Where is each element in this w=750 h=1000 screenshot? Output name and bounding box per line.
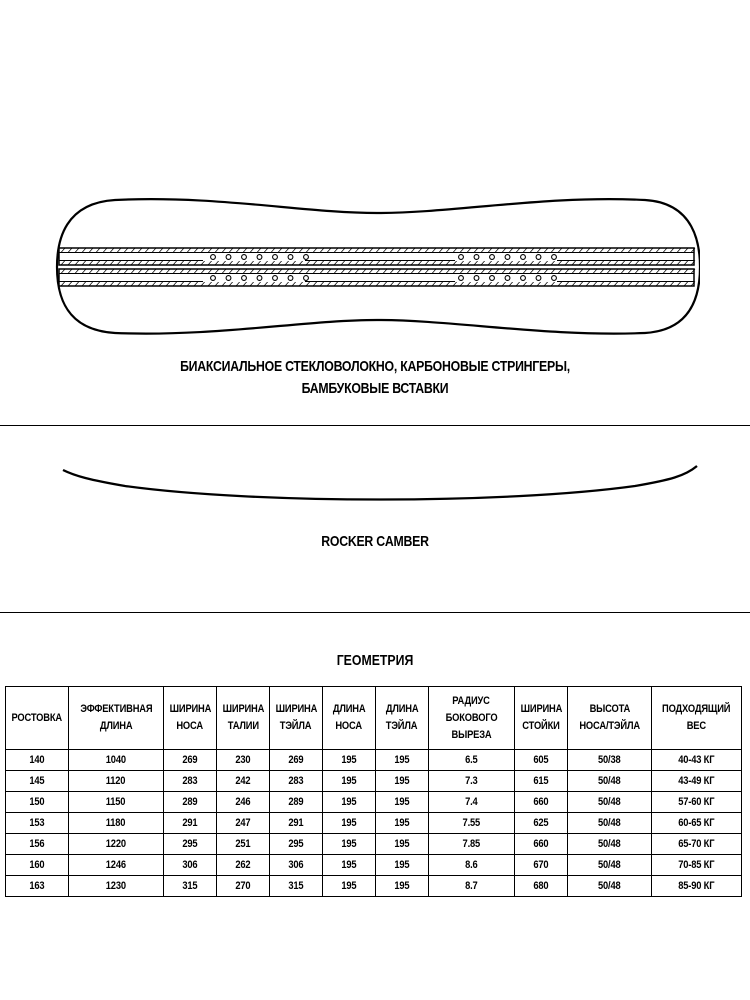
table-cell: 315 — [270, 876, 323, 897]
table-cell: 1230 — [69, 876, 164, 897]
table-cell: 289 — [164, 792, 217, 813]
table-row — [6, 750, 742, 771]
table-cell: 315 — [164, 876, 217, 897]
table-cell: 50/38 — [568, 750, 652, 771]
table-cell: 605 — [515, 750, 568, 771]
profile-caption: ROCKER CAMBER — [321, 533, 429, 550]
table-cell: 160 — [6, 855, 69, 876]
table-cell: 295 — [164, 834, 217, 855]
table-cell: 85-90 КГ — [652, 876, 742, 897]
table-cell: 145 — [6, 771, 69, 792]
table-body — [6, 750, 742, 897]
table-cell: 7.4 — [429, 792, 515, 813]
table-cell: 70-85 КГ — [652, 855, 742, 876]
table-cell: 306 — [270, 855, 323, 876]
column-header-line: ВЕС — [686, 720, 707, 732]
table-cell: 269 — [164, 750, 217, 771]
geometry-table — [5, 686, 742, 897]
table-cell: 50/48 — [568, 834, 652, 855]
table-row — [6, 834, 742, 855]
column-header-line: ШИРИНА — [520, 703, 562, 715]
table-cell: 251 — [217, 834, 270, 855]
column-header — [376, 687, 429, 750]
table-cell: 195 — [376, 750, 429, 771]
geometry-title: ГЕОМЕТРИЯ — [336, 652, 414, 669]
table-cell: 195 — [323, 876, 376, 897]
table-row — [6, 813, 742, 834]
table-cell: 195 — [376, 834, 429, 855]
table-cell: 625 — [515, 813, 568, 834]
table-cell: 1246 — [69, 855, 164, 876]
column-header-line: РАДИУС — [452, 694, 491, 707]
column-header — [69, 687, 164, 750]
table-cell: 156 — [6, 834, 69, 855]
column-header-line: НОСА/ТЭЙЛА — [579, 720, 640, 732]
column-header — [429, 687, 515, 750]
table-cell: 230 — [217, 750, 270, 771]
column-header — [568, 687, 652, 750]
table-cell: 262 — [217, 855, 270, 876]
column-header — [270, 687, 323, 750]
column-header-line: БОКОВОГО — [445, 711, 498, 724]
construction-caption — [68, 356, 683, 400]
section-divider — [0, 425, 750, 426]
table-cell: 43-49 КГ — [652, 771, 742, 792]
column-header-line: ТЭЙЛА — [386, 720, 418, 732]
rocker-camber-profile-diagram — [55, 460, 705, 520]
table-cell: 7.85 — [429, 834, 515, 855]
column-header-line: ДЛИНА — [332, 703, 366, 715]
column-header-line: ШИРИНА — [222, 703, 264, 715]
table-cell: 140 — [6, 750, 69, 771]
table-cell: 270 — [217, 876, 270, 897]
table-cell: 195 — [323, 834, 376, 855]
table-cell: 8.6 — [429, 855, 515, 876]
table-cell: 295 — [270, 834, 323, 855]
table-cell: 1120 — [69, 771, 164, 792]
table-row — [6, 771, 742, 792]
column-header-line: ШИРИНА — [169, 703, 211, 715]
table-cell: 163 — [6, 876, 69, 897]
table-cell: 242 — [217, 771, 270, 792]
table-cell: 306 — [164, 855, 217, 876]
column-header — [515, 687, 568, 750]
table-row — [6, 792, 742, 813]
table-cell: 50/48 — [568, 876, 652, 897]
construction-line-2: БАМБУКОВЫЕ ВСТАВКИ — [301, 380, 449, 397]
table-cell: 289 — [270, 792, 323, 813]
table-cell: 57-60 КГ — [652, 792, 742, 813]
table-cell: 150 — [6, 792, 69, 813]
column-header — [6, 687, 69, 750]
column-header-line: РОСТОВКА — [11, 711, 63, 724]
table-cell: 269 — [270, 750, 323, 771]
table-cell: 195 — [376, 813, 429, 834]
table-cell: 1220 — [69, 834, 164, 855]
section-divider — [0, 612, 750, 613]
table-cell: 1040 — [69, 750, 164, 771]
column-header-line: ДЛИНА — [99, 720, 133, 732]
table-cell: 247 — [217, 813, 270, 834]
table-row — [6, 876, 742, 897]
table-cell: 6.5 — [429, 750, 515, 771]
table-cell: 60-65 КГ — [652, 813, 742, 834]
table-cell: 195 — [376, 792, 429, 813]
column-header — [323, 687, 376, 750]
column-header — [652, 687, 742, 750]
column-header-line: ВЫСОТА — [589, 703, 630, 715]
table-cell: 50/48 — [568, 792, 652, 813]
table-cell: 65-70 КГ — [652, 834, 742, 855]
snowboard-construction-diagram — [55, 195, 700, 340]
column-header-line: ВЫРЕЗА — [451, 728, 492, 741]
column-header-line: СТОЙКИ — [522, 720, 560, 732]
table-cell: 195 — [323, 855, 376, 876]
table-header-row — [6, 687, 742, 750]
table-cell: 291 — [164, 813, 217, 834]
column-header-line: НОСА — [335, 720, 363, 732]
table-cell: 7.55 — [429, 813, 515, 834]
table-cell: 1150 — [69, 792, 164, 813]
table-row — [6, 855, 742, 876]
table-cell: 615 — [515, 771, 568, 792]
table-cell: 1180 — [69, 813, 164, 834]
table-cell: 195 — [376, 876, 429, 897]
table-cell: 195 — [323, 813, 376, 834]
table-cell: 660 — [515, 834, 568, 855]
table-cell: 8.7 — [429, 876, 515, 897]
column-header — [164, 687, 217, 750]
table-cell: 50/48 — [568, 855, 652, 876]
column-header-line: ТАЛИИ — [227, 720, 259, 732]
construction-line-1: БИАКСИАЛЬНОЕ СТЕКЛОВОЛОКНО, КАРБОНОВЫЕ СТРИНГЕРЫ, — [180, 358, 570, 375]
table-cell: 680 — [515, 876, 568, 897]
table-cell: 670 — [515, 855, 568, 876]
column-header-line: ПОДХОДЯЩИЙ — [662, 703, 731, 715]
table-cell: 40-43 КГ — [652, 750, 742, 771]
table-cell: 50/48 — [568, 813, 652, 834]
column-header-line: ЭФФЕКТИВНАЯ — [79, 703, 153, 715]
column-header-line: ШИРИНА — [275, 703, 317, 715]
table-cell: 283 — [164, 771, 217, 792]
table-cell: 50/48 — [568, 771, 652, 792]
table-cell: 246 — [217, 792, 270, 813]
table-cell: 195 — [323, 792, 376, 813]
table-cell: 195 — [323, 750, 376, 771]
table-cell: 195 — [376, 771, 429, 792]
table-cell: 195 — [376, 855, 429, 876]
table-cell: 7.3 — [429, 771, 515, 792]
column-header-line: НОСА — [176, 720, 204, 732]
table-cell: 660 — [515, 792, 568, 813]
table-cell: 195 — [323, 771, 376, 792]
table-cell: 153 — [6, 813, 69, 834]
table-cell: 291 — [270, 813, 323, 834]
construction-section — [0, 0, 750, 425]
column-header-line: ТЭЙЛА — [280, 720, 312, 732]
column-header-line: ДЛИНА — [385, 703, 419, 715]
table-cell: 283 — [270, 771, 323, 792]
column-header — [217, 687, 270, 750]
